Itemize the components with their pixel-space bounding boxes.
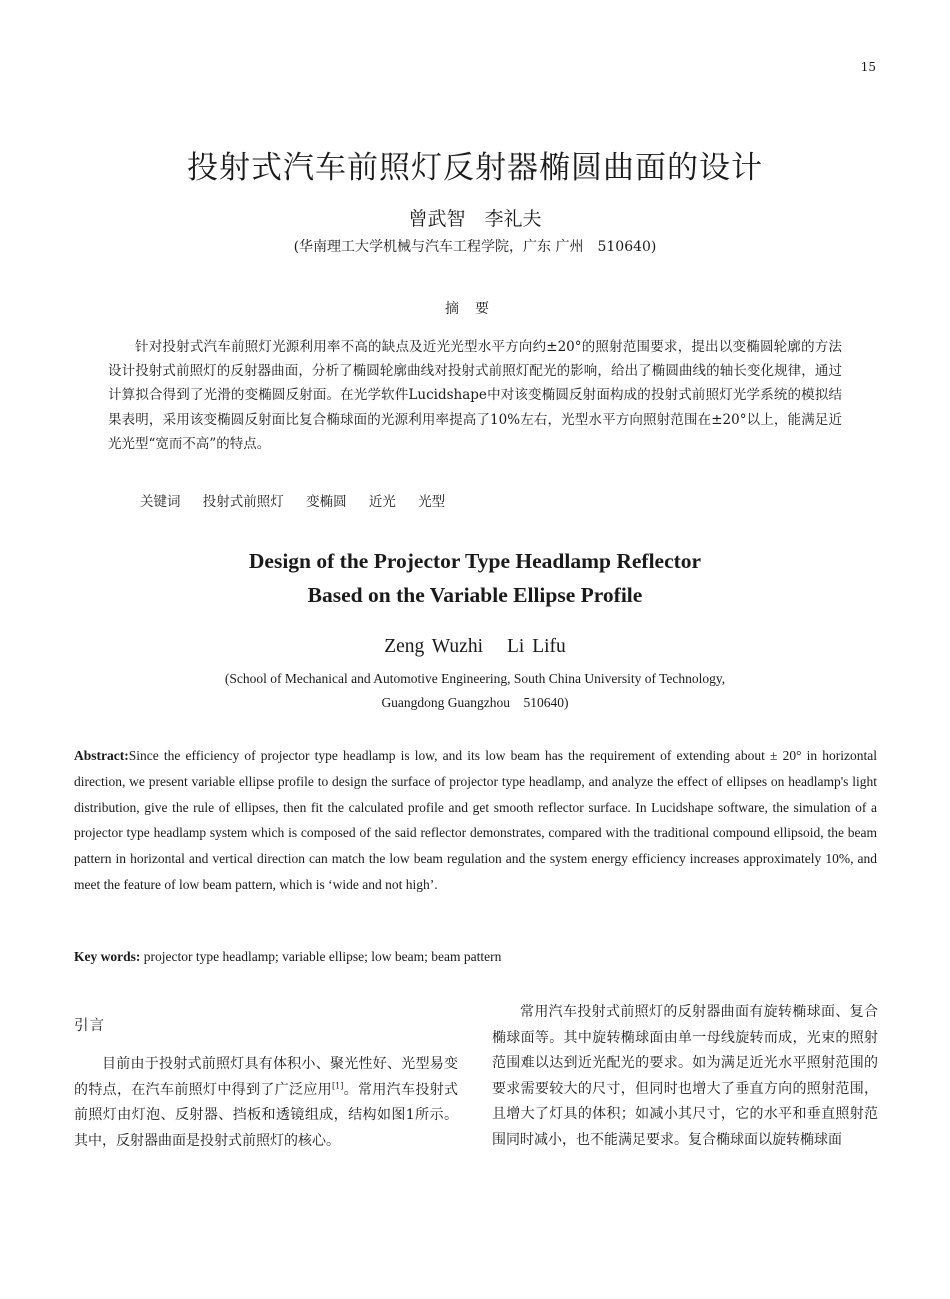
english-authors	[0, 636, 950, 658]
english-keywords-label: Key words:	[74, 949, 141, 964]
english-affiliation-line: (School of Mechanical and Automotive Engineering, South China University of Technology,	[224, 671, 726, 686]
english-title-line: Based on the Variable Ellipse Profile	[307, 583, 643, 607]
chinese-keyword: 投射式前照灯	[202, 494, 284, 510]
english-keywords	[74, 949, 877, 965]
english-author: Zeng Wuzhi	[384, 636, 483, 657]
chinese-keyword: 光型	[418, 494, 446, 510]
citation-reference[interactable]: [1]	[332, 1080, 344, 1090]
english-abstract-body: Since the efficiency of projector type headlamp is low, and its low beam has the requirement of extending about ± 20° in horizontal direction, we present variable ellipse profile to design the surface of projector type headlamp, and analyze the effect of ellipses on headlamp's light distribution, give the rule of ellipses, then fit the calculated profile and get smooth reflector surface. In Lucidshape software, the simulation of a projector type headlamp system which is composed of the said reflector demonstrates, compared with the traditional compound ellipsoid, the beam pattern in horizontal and vertical direction can match the low beam regulation and the system energy efficiency increases approximately 10%, and meet the feature of low beam pattern, which is ‘wide and not high’.	[74, 748, 877, 892]
section-heading-introduction: 引言	[74, 1018, 105, 1034]
english-affiliation-line: Guangdong Guangzhou 510640)	[381, 695, 569, 710]
english-title	[0, 544, 950, 612]
chinese-abstract-body: 针对投射式汽车前照灯光源利用率不高的缺点及近光光型水平方向约±20°的照射范围要求，提出以变椭圆轮廓的方法设计投射式前照灯的反射器曲面，分析了椭圆轮廓曲线对投射式前照灯配光的影响，给出了椭圆曲线的轴长变化规律，通过计算拟合得到了光滑的变椭圆反射面。在光学软件Lucidshape中对该变椭圆反射面构成的投射式前照灯光学系统的模拟结果表明，采用该变椭圆反射面比复合椭球面的光源利用率提高了10%左右，光型水平方向照射范围在±20°以上，能满足近光光型“宽而不高”的特点。	[108, 339, 842, 452]
english-abstract	[74, 743, 877, 898]
english-keywords-list: projector type headlamp; variable ellipse; low beam; beam pattern	[143, 949, 502, 964]
right-column-paragraph: 常用汽车投射式前照灯的反射器曲面有旋转椭球面、复合椭球面等。其中旋转椭球面由单一母线旋转而成，光束的照射范围难以达到近光配光的要求。如为满足近光水平照射范围的要求需要较大的尺寸，但同时也增大了垂直方向的照射范围，且增大了灯具的体积；如减小其尺寸，它的水平和垂直照射范围同时减小，也不能满足要求。复合椭球面以旋转椭球面	[492, 1004, 878, 1148]
chinese-authors: 曾武智 李礼夫	[408, 208, 542, 230]
introduction-text-continued: 。常用汽车投射式前照灯由灯泡、反射器、挡板和透镜组成，结构如图1所示。其中，反射器曲面是投射式前照灯的核心。	[74, 1081, 459, 1149]
introduction-paragraph	[74, 1052, 458, 1154]
chinese-abstract-heading: 摘要	[445, 301, 505, 317]
chinese-keywords-label: 关键词	[140, 494, 181, 510]
english-abstract-label: Abstract:	[74, 748, 129, 763]
english-title-line: Design of the Projector Type Headlamp Reflector	[248, 549, 702, 573]
chinese-affiliation: (华南理工大学机械与汽车工程学院，广东 广州 510640)	[293, 239, 657, 255]
chinese-title: 投射式汽车前照灯反射器椭圆曲面的设计	[187, 150, 763, 186]
english-affiliation	[0, 667, 950, 715]
right-column	[492, 1000, 878, 1154]
page-number: 15	[860, 60, 876, 74]
chinese-keyword: 近光	[368, 494, 396, 510]
introduction-text: 目前由于投射式前照灯具有体积小、聚光性好、光型易变的特点，在汽车前照灯中得到了广泛应用	[74, 1056, 458, 1098]
english-author: Li Lifu	[507, 636, 566, 657]
chinese-keywords	[140, 490, 463, 510]
left-column	[74, 1014, 458, 1154]
chinese-keyword: 变椭圆	[306, 494, 347, 510]
